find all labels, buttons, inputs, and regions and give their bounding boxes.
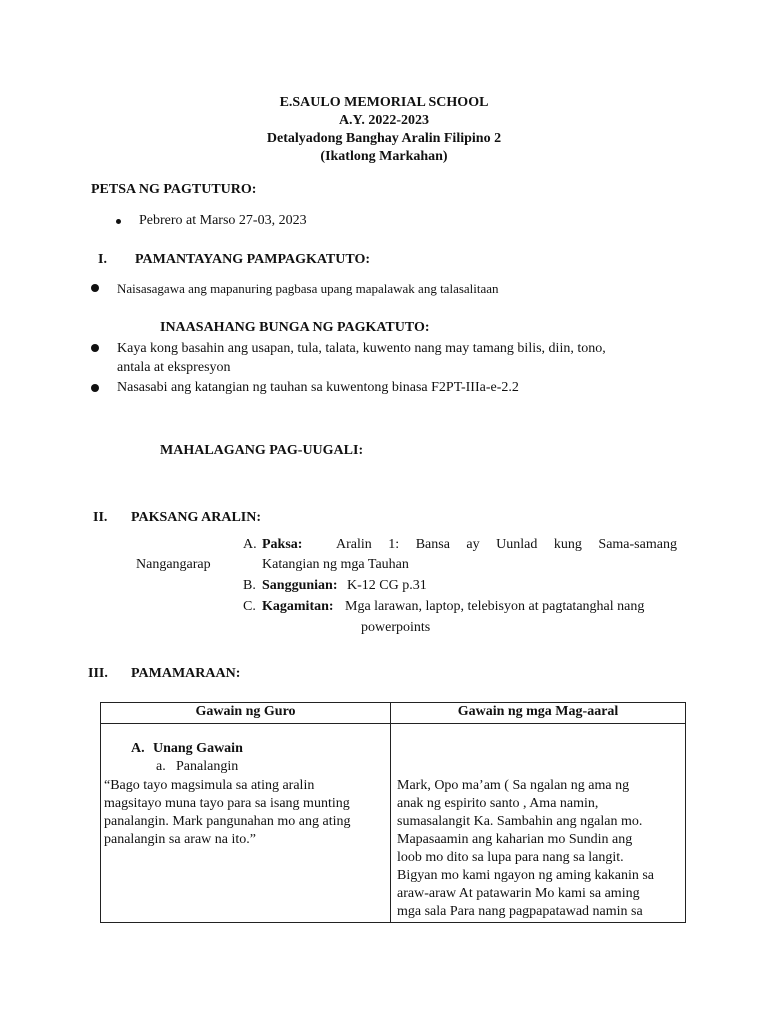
materials-value: Mga larawan, laptop, telebisyon at pagtatanghal nang	[345, 599, 645, 614]
materials-line2: powerpoints	[361, 620, 431, 635]
outcome1-line2: antala at ekspresyon	[117, 360, 231, 375]
plan-title: Detalyadong Banghay Aralin Filipino 2	[266, 131, 502, 146]
topic-left-word: Nangangarap	[136, 557, 211, 572]
section2-numeral: II.	[93, 510, 108, 525]
table-header-row	[101, 703, 686, 724]
guro-line: panalangin. Mark pangunahan mo ang ating	[104, 814, 351, 829]
topic-word: ay	[466, 537, 480, 552]
reference-value: K-12 CG p.31	[347, 578, 427, 593]
outcome2: Nasasabi ang katangian ng tauhan sa kuwentong binasa F2PT-IIIa-e-2.2	[117, 380, 519, 395]
topic-word: kung	[553, 537, 582, 552]
materials-label: Kagamitan:	[262, 599, 334, 614]
standard-item: Naisasagawa ang mapanuring pagbasa upang mapalawak ang talasalitaan	[117, 281, 499, 296]
magaaral-cell	[391, 724, 686, 923]
table-row	[101, 724, 686, 923]
topic-word: 1:	[388, 537, 400, 552]
procedure-table	[100, 702, 686, 923]
magaaral-line: sumasalangit Ka. Sambahin ang ngalan mo.	[397, 814, 643, 829]
magaaral-line: Bigyan mo kami ngayon ng aming kakanin sa	[397, 868, 655, 883]
magaaral-line: loob mo dito sa lupa para nang sa langit.	[397, 850, 624, 865]
reference-label: Sanggunian:	[262, 578, 338, 593]
activity-letter: A.	[131, 741, 145, 756]
guro-line: panalangin sa araw na ito.”	[104, 832, 256, 847]
guro-cell	[101, 724, 391, 923]
topic-word: Aralin	[336, 537, 372, 552]
topic-line1	[336, 537, 677, 553]
petsa-date: Pebrero at Marso 27-03, 2023	[139, 213, 307, 228]
topic-word: Bansa	[415, 537, 450, 552]
sub-activity-letter: a.	[156, 759, 166, 774]
topic-word: Uunlad	[496, 537, 538, 552]
petsa-heading: PETSA NG PAGTUTURO:	[91, 182, 257, 197]
quarter-label: (Ikatlong Markahan)	[320, 149, 448, 164]
topic-line2: Katangian ng mga Tauhan	[262, 557, 409, 572]
section2-heading: PAKSANG ARALIN:	[131, 510, 262, 525]
section1-heading: PAMANTAYANG PAMPAGKATUTO:	[135, 252, 371, 267]
col-header-magaaral: Gawain ng mga Mag-aaral	[391, 703, 686, 724]
section3-heading: PAMAMARAAN:	[131, 666, 241, 681]
bullet-icon	[91, 344, 99, 352]
bullet-icon	[116, 219, 121, 224]
values-heading: MAHALAGANG PAG-UUGALI:	[160, 443, 364, 458]
sub-activity-title: Panalangin	[176, 759, 239, 774]
activity-title: Unang Gawain	[153, 741, 243, 756]
topic-letter: A.	[243, 537, 257, 552]
magaaral-line: Mark, Opo ma’am ( Sa ngalan ng ama ng	[397, 778, 630, 793]
bullet-icon	[91, 284, 99, 292]
outcome1-line1: Kaya kong basahin ang usapan, tula, talata, kuwento nang may tamang bilis, diin, tono,	[117, 341, 606, 356]
magaaral-line: Mapasaamin ang kaharian mo Sundin ang	[397, 832, 633, 847]
school-name: E.SAULO MEMORIAL SCHOOL	[279, 95, 489, 110]
magaaral-line: araw-araw At patawarin Mo kami sa aming	[397, 886, 640, 901]
academic-year: A.Y. 2022-2023	[338, 113, 430, 128]
reference-letter: B.	[243, 578, 256, 593]
outcomes-heading: INAASAHANG BUNGA NG PAGKATUTO:	[160, 320, 430, 335]
guro-line: magsitayo muna tayo para sa isang munting	[104, 796, 350, 811]
magaaral-line: mga sala Para nang pagpapatawad namin sa	[397, 904, 643, 919]
guro-line: “Bago tayo magsimula sa ating aralin	[104, 778, 315, 793]
section1-numeral: I.	[98, 252, 107, 267]
materials-letter: C.	[243, 599, 256, 614]
section3-numeral: III.	[88, 666, 108, 681]
topic-word: Sama-samang	[598, 537, 677, 552]
topic-label: Paksa:	[262, 537, 303, 552]
magaaral-line: anak ng espirito santo , Ama namin,	[397, 796, 599, 811]
col-header-guro: Gawain ng Guro	[101, 703, 391, 724]
bullet-icon	[91, 384, 99, 392]
